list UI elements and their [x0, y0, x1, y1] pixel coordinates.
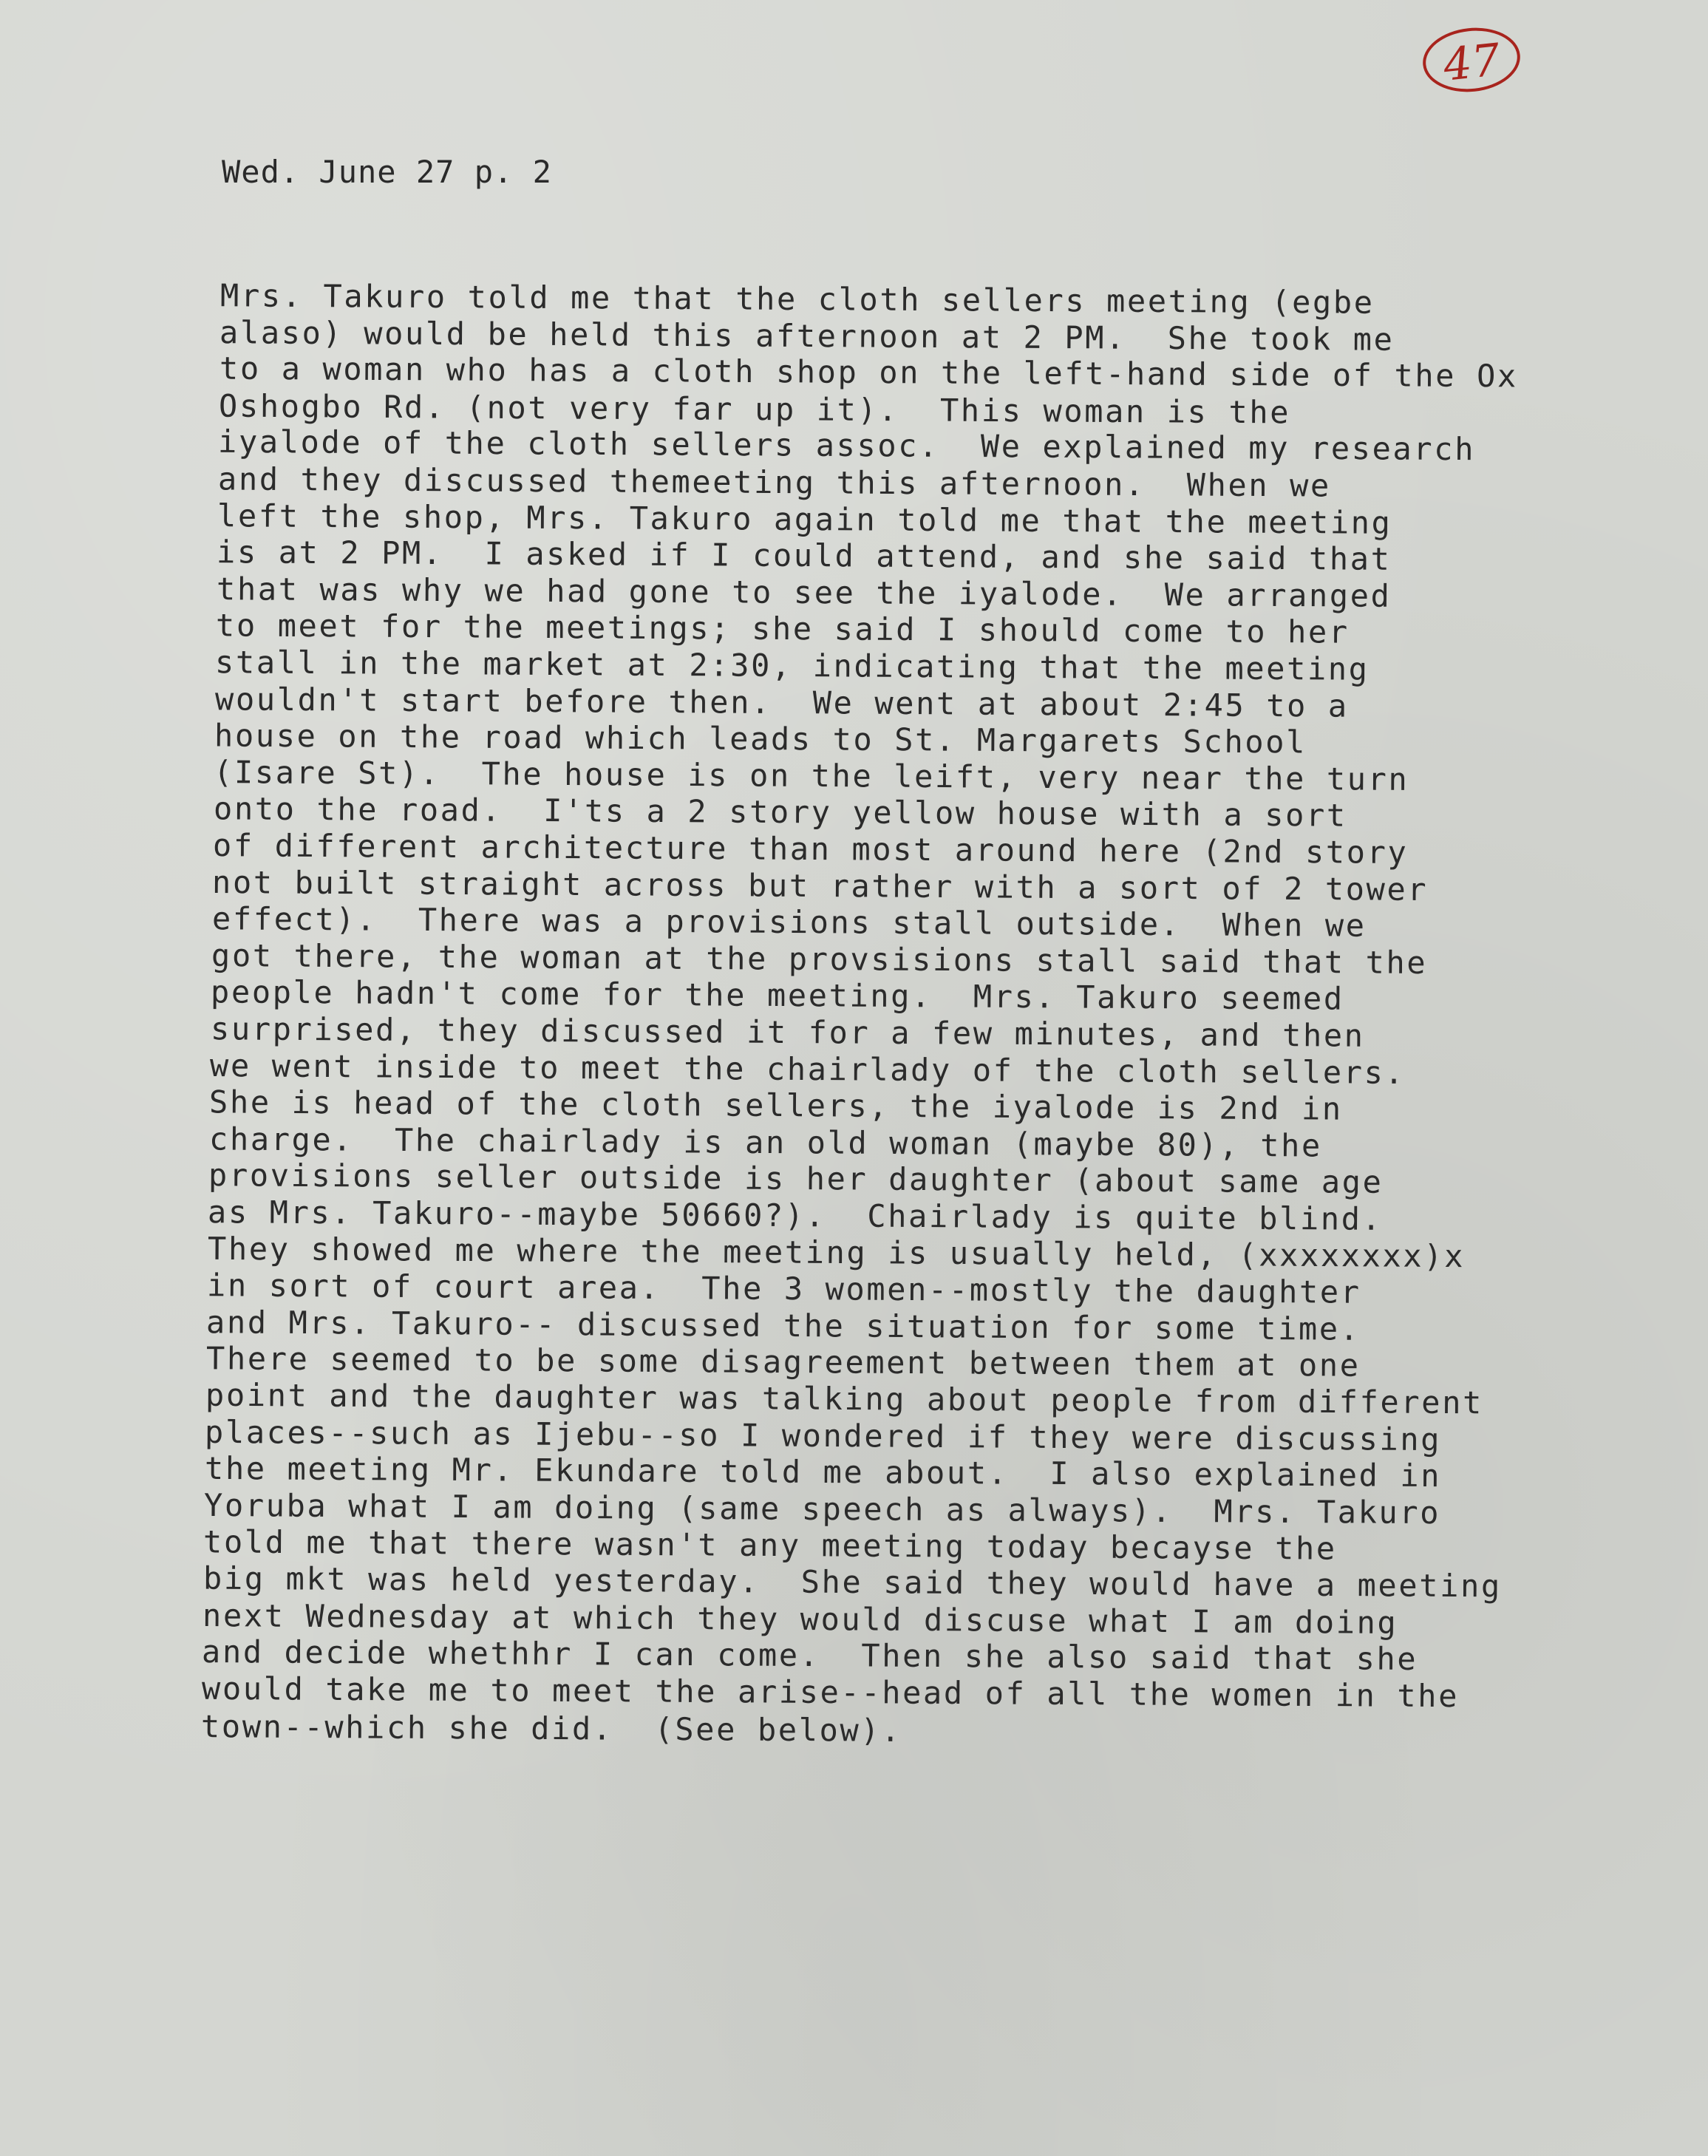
text-line: iyalode of the cloth sellers assoc. We explained my research	[218, 424, 1476, 468]
text-line: (Isare St). The house is on the leift, very near the turn	[214, 753, 1409, 798]
text-line: places--such as Ijebu--so I wondered if they were discussing	[205, 1413, 1442, 1458]
text-line: as Mrs. Takuro--maybe 50660?). Chairlady is quite blind.	[208, 1194, 1383, 1237]
text-line: of different architecture than most around here (2nd story	[212, 827, 1409, 871]
text-line: She is head of the cloth sellers, the iyalode is 2nd in	[209, 1084, 1344, 1127]
text-line: to a woman who has a cloth shop on the left-hand side of the Ox	[219, 350, 1518, 395]
text-line: onto the road. I'ts a 2 story yellow house with a sort	[213, 790, 1347, 834]
text-line: town--which she did. (See below).	[200, 1708, 902, 1749]
text-line: and they discussed themeeting this afternoon. When we	[217, 460, 1331, 504]
text-line: we went inside to meet the chairlady of the cloth sellers.	[209, 1047, 1406, 1091]
text-line: and decide whethhr I can come. Then she also said that she	[202, 1633, 1418, 1678]
page-number: 47	[1420, 23, 1523, 96]
text-line: to meet for the meetings; she said I should come to her	[215, 607, 1350, 651]
text-line: They showed me where the meeting is usually held, (xxxxxxxx)x	[207, 1230, 1465, 1274]
text-line: alaso) would be held this afternoon at 2 PM. She took me	[220, 313, 1395, 358]
text-line: effect). There was a provisions stall outside. When we	[211, 900, 1367, 944]
text-line: provisions seller outside is her daughter (about same age	[208, 1157, 1384, 1201]
text-line: Oshogbo Rd. (not very far up it). This woman is the	[218, 387, 1291, 431]
text-line: would take me to meet the arise--head of all the women in the	[201, 1670, 1459, 1714]
text-line: got there, the woman at the provsisions stall said that the	[211, 936, 1428, 981]
text-line: in sort of court area. The 3 women--mostly the daughter	[206, 1267, 1361, 1310]
text-line: Mrs. Takuro told me that the cloth sellers meeting (egbe	[220, 277, 1375, 321]
text-line: point and the daughter was talking about people from different	[205, 1376, 1484, 1421]
text-line: not built straight across but rather with a sort of 2 tower	[212, 863, 1429, 908]
text-line: charge. The chairlady is an old woman (maybe 80), the	[208, 1120, 1322, 1164]
text-line: surprised, they discussed it for a few minutes, and then	[210, 1010, 1365, 1054]
text-line: Yoruba what I am doing (same speech as always). Mrs. Takuro	[203, 1486, 1441, 1531]
text-line: people hadn't come for the meeting. Mrs. Takuro seemed	[211, 973, 1345, 1018]
text-line: There seemed to be some disagreement between them at one	[205, 1340, 1361, 1384]
text-line: that was why we had gone to see the iyalode. We arranged	[216, 570, 1392, 614]
text-line: next Wednesday at which they would discuse what I am doing	[202, 1596, 1398, 1641]
page-header: Wed. June 27 p. 2	[222, 154, 552, 190]
text-line: is at 2 PM. I asked if I could attend, and she said that	[217, 534, 1392, 578]
text-line: the meeting Mr. Ekundare told me about. I also explained in	[204, 1450, 1441, 1494]
text-line: house on the road which leads to St. Margarets School	[214, 717, 1307, 761]
text-line: stall in the market at 2:30, indicating that the meeting	[215, 644, 1370, 687]
text-line: wouldn't start before then. We went at about 2:45 to a	[214, 680, 1349, 724]
text-line: and Mrs. Takuro-- discussed the situation for some time.	[206, 1304, 1361, 1347]
text-line: told me that there wasn't any meeting today becayse the	[203, 1523, 1338, 1568]
text-line: big mkt was held yesterday. She said they would have a meeting	[203, 1560, 1502, 1605]
text-line: left the shop, Mrs. Takuro again told me that the meeting	[217, 497, 1392, 541]
